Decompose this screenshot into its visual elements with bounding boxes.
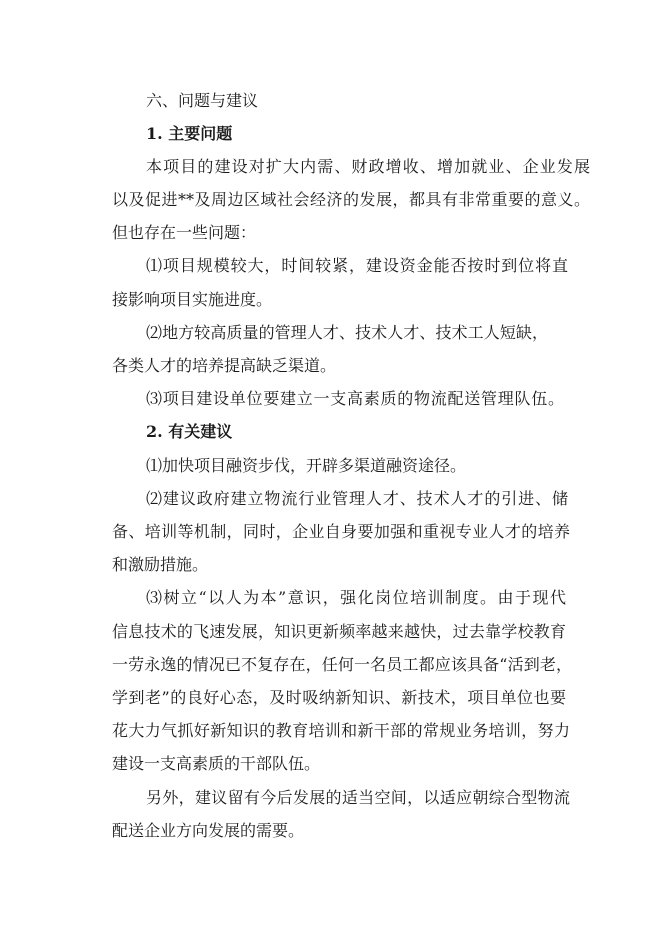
- problem-item-2-cont: 各类人才的培养提高缺乏渠道。: [112, 356, 337, 375]
- section-title: 六、问题与建议: [146, 91, 259, 110]
- closing-paragraph-cont: 配送企业方向发展的需要。: [112, 821, 305, 840]
- heading-suggestions: 2. 有关建议: [146, 422, 233, 441]
- problem-item-2: ⑵地方较高质量的管理人才、技术人才、技术工人短缺，: [146, 323, 548, 342]
- heading-main-problems: 1. 主要问题: [146, 124, 233, 143]
- problem-item-1-cont: 接影响项目实施进度。: [112, 290, 273, 309]
- suggestion-item-3-cont: 学到老”的良好心态，及时吸纳新知识、新技术，项目单位也要: [112, 688, 566, 707]
- suggestion-item-3-cont: 一劳永逸的情况已不复存在，任何一名员工都应该具备“活到老，: [112, 655, 572, 674]
- paragraph-line: 以及促进**及周边区域社会经济的发展，都具有非常重要的意义。: [112, 190, 590, 209]
- closing-paragraph: 另外，建议留有今后发展的适当空间，以适应朝综合型物流: [146, 788, 570, 807]
- suggestion-item-1: ⑴加快项目融资步伐，开辟多渠道融资途径。: [146, 456, 467, 475]
- suggestion-item-3-cont: 建设一支高素质的干部队伍。: [112, 754, 321, 773]
- paragraph-line: 但也存在一些问题：: [112, 223, 257, 242]
- problem-item-3: ⑶项目建设单位要建立一支高素质的物流配送管理队伍。: [146, 389, 564, 408]
- paragraph-line: 本项目的建设对扩大内需、财政增收、增加就业、企业发展: [146, 157, 590, 176]
- problem-item-1: ⑴项目规模较大，时间较紧，建设资金能否按时到位将直: [146, 256, 568, 275]
- suggestion-item-2: ⑵建议政府建立物流行业管理人才、技术人才的引进、储: [146, 489, 568, 508]
- suggestion-item-3: ⑶树立“以人为本”意识，强化岗位培训制度。由于现代: [146, 588, 566, 607]
- suggestion-item-3-cont: 花大力气抓好新知识的教育培训和新干部的常规业务培训，努力: [112, 721, 570, 740]
- suggestion-item-2-cont: 备、培训等机制，同时，企业自身要加强和重视专业人才的培养: [112, 522, 570, 541]
- suggestion-item-2-cont: 和激励措施。: [112, 555, 209, 574]
- suggestion-item-3-cont: 信息技术的飞速发展，知识更新频率越来越快，过去靠学校教育: [112, 622, 566, 641]
